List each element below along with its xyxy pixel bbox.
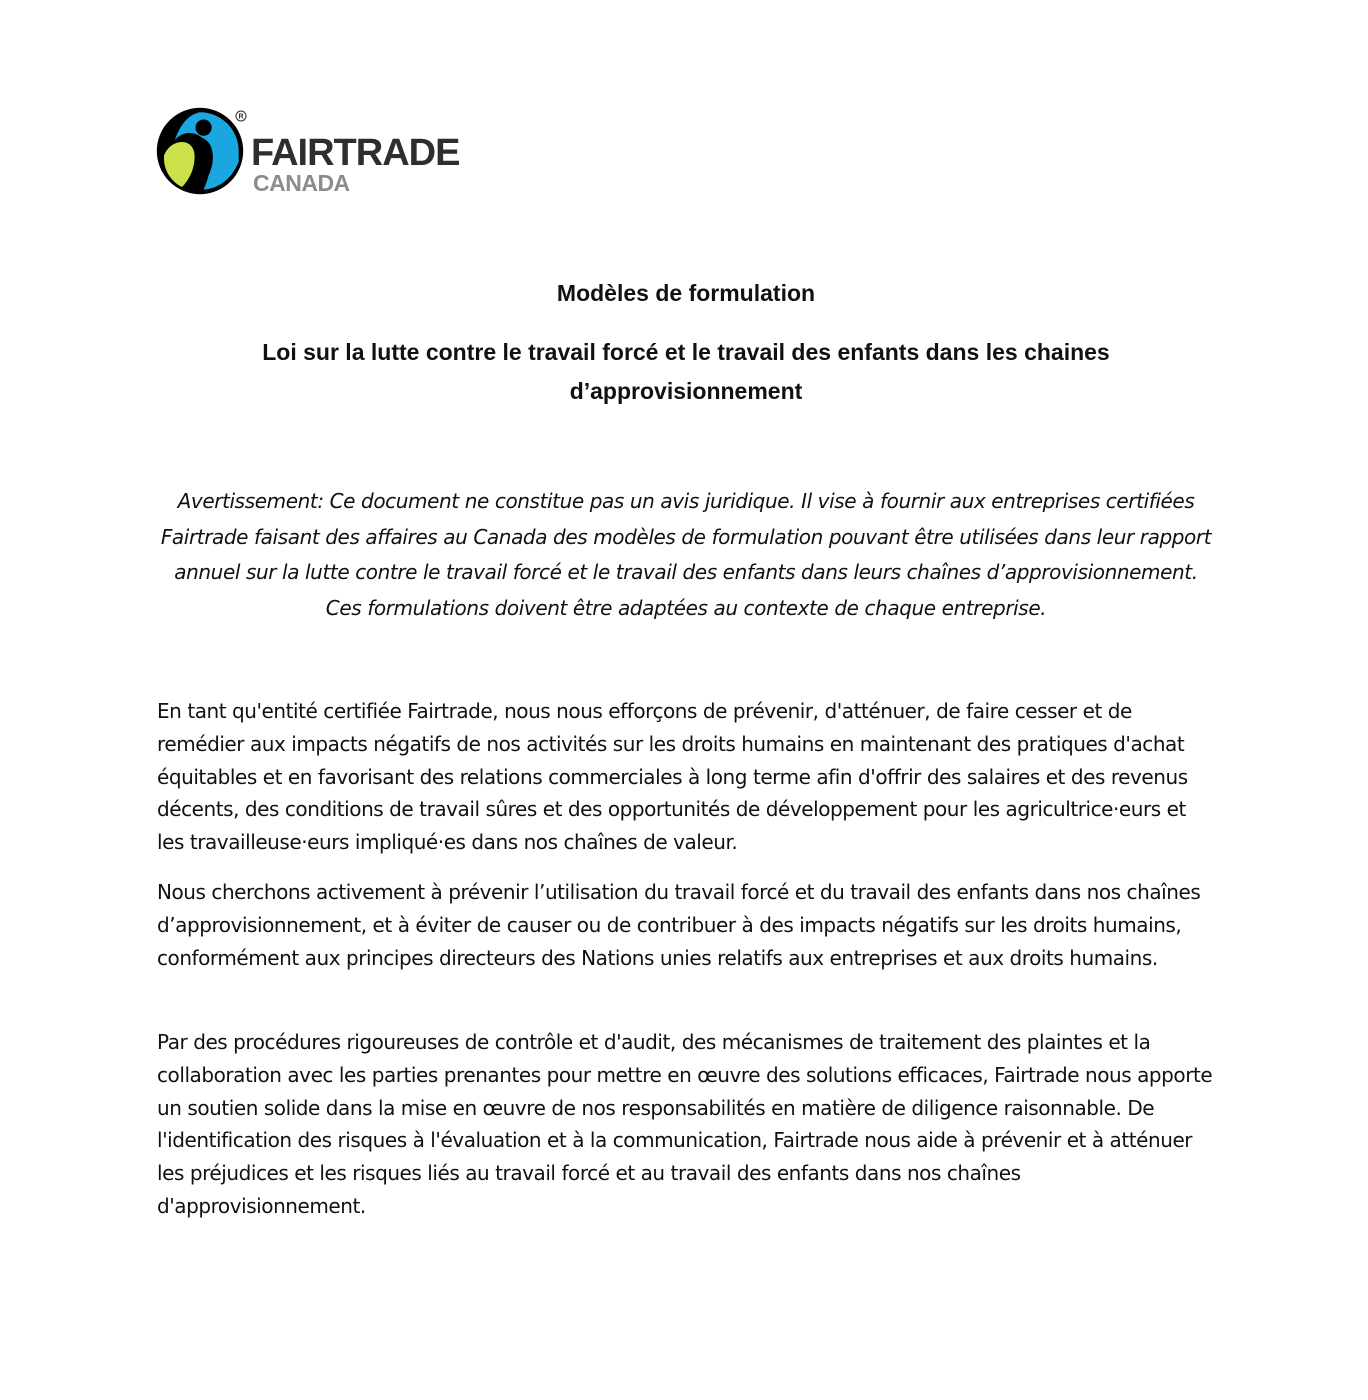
fairtrade-mark-icon <box>155 106 245 196</box>
registered-trademark-icon <box>235 110 247 122</box>
body-paragraph: En tant qu'entité certifiée Fairtrade, nous nous efforçons de prévenir, d'atténuer, de faire cesser et de remédier aux impacts négatifs de nos activités sur les droits humains en maintenant des pratiques d'achat équitables et en favorisant des relations commerciales à long terme afin d'offrir des salaires et des revenus décents, des conditions de travail sûres et des opportunités de développement pour les agricultrice·eurs et les travailleuse·eurs impliqué·es dans nos chaînes de valeur. <box>157 699 1188 855</box>
legal-disclaimer: Avertissement: Ce document ne constitue pas un avis juridique. Il vise à fournir aux entreprises certifiées Fairtrade faisant des affaires au Canada des modèles de formulation pouvant être utilisées dans leur rapport annuel sur la lutte contre le travail forcé et le travail des enfants dans leurs chaînes d’approvisionnement. Ces formulations doivent être adaptées au contexte de chaque entreprise. <box>160 489 1212 620</box>
logo-wordmark: FAIRTRADE <box>251 132 460 174</box>
body-paragraph: Par des procédures rigoureuses de contrôle et d'audit, des mécanismes de traitement des plaintes et la collaboration avec les parties prenantes pour mettre en œuvre des solutions efficaces, Fairtrade nous apporte un soutien solide dans la mise en œuvre de nos responsabilités en matière de diligence raisonnable. De l'identification des risques à l'évaluation et à la communication, Fairtrade nous aide à prévenir et à atténuer les préjudices et les risques liés au travail forcé et au travail des enfants dans nos chaînes d'approvisionnement. <box>157 1030 1213 1218</box>
document-title: Modèles de formulation <box>556 280 816 306</box>
body-paragraph: Nous cherchons activement à prévenir l’utilisation du travail forcé et du travail des enfants dans nos chaînes d’approvisionnement, et à éviter de causer ou de contribuer à des impacts négatifs sur les droits humains, conformément aux principes directeurs des Nations unies relatifs aux entreprises et aux droits humains. <box>157 880 1201 970</box>
document-subtitle: Loi sur la lutte contre le travail forcé et le travail des enfants dans les chaines d’approvisionnement <box>262 339 1110 404</box>
logo-country: CANADA <box>253 170 350 196</box>
fairtrade-canada-logo <box>155 106 465 201</box>
svg-text:R: R <box>238 113 244 121</box>
